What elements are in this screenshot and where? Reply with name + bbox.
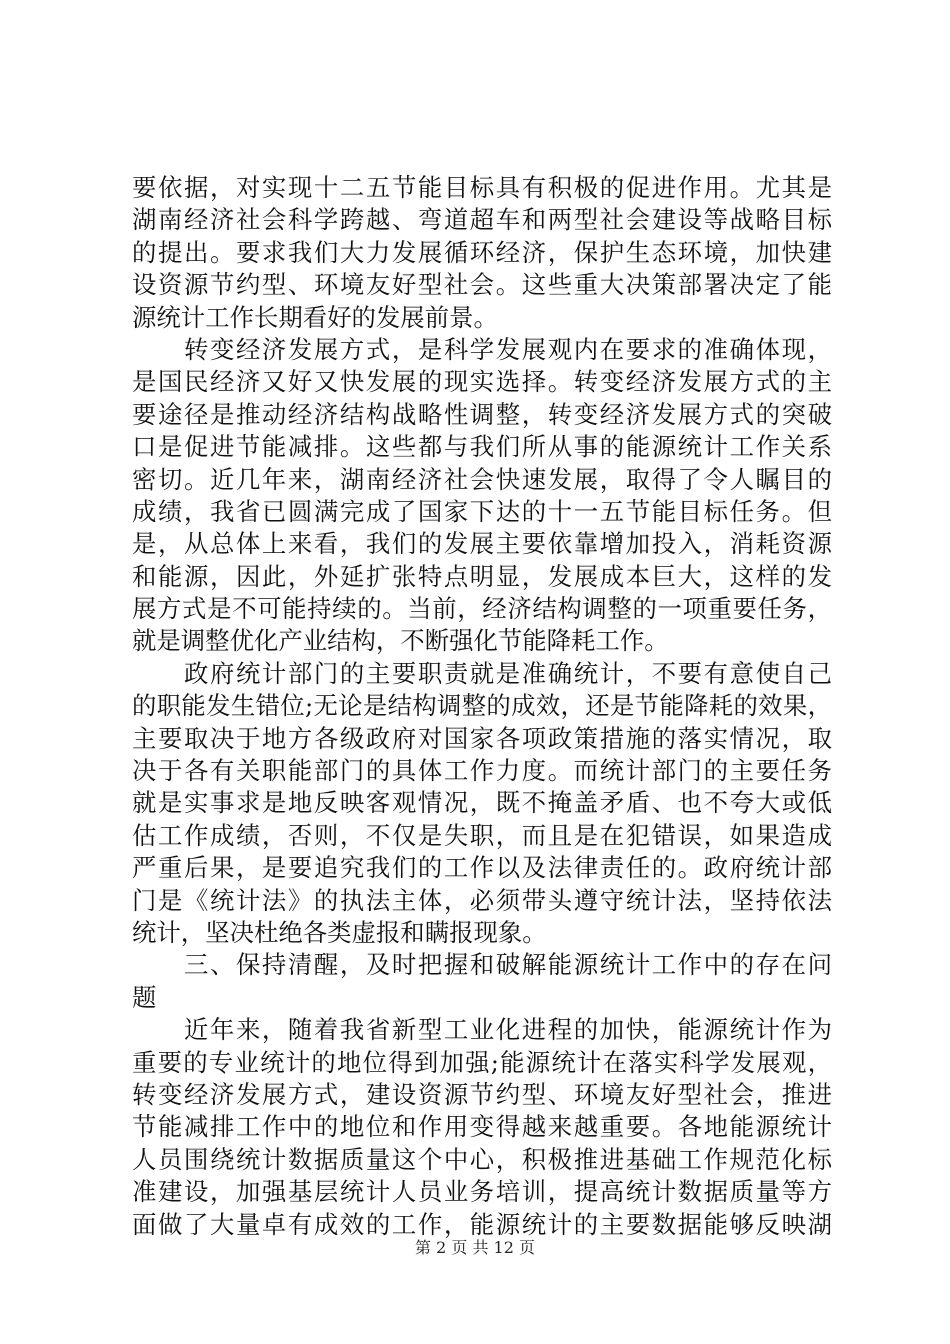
text-line: 是国民经济又好又快发展的现实选择。转变经济发展方式的主 — [132, 367, 832, 397]
text-line: 门是《统计法》的执法主体，必须带头遵守统计法，坚持依法 — [132, 885, 832, 915]
text-line: 节能减排工作中的地位和作用变得越来越重要。各地能源统计 — [132, 1112, 832, 1142]
text-line: 转变经济发展方式，是科学发展观内在要求的准确体现， — [132, 334, 832, 364]
text-line: 是，从总体上来看，我们的发展主要依靠增加投入，消耗资源 — [132, 529, 832, 559]
text-line: 政府统计部门的主要职责就是准确统计，不要有意使自己 — [132, 658, 832, 688]
text-line: 源统计工作长期看好的发展前景。 — [132, 302, 498, 332]
text-line: 的职能发生错位;无论是结构调整的成效，还是节能降耗的效果， — [132, 691, 832, 721]
text-line: 估工作成绩，否则，不仅是失职，而且是在犯错误，如果造成 — [132, 820, 832, 850]
text-line: 的提出。要求我们大力发展循环经济，保护生态环境，加快建 — [132, 237, 832, 267]
section-heading-continued: 题 — [132, 982, 157, 1012]
text-line: 要依据，对实现十二五节能目标具有积极的促进作用。尤其是 — [132, 173, 832, 202]
text-line: 湖南经济社会科学跨越、弯道超车和两型社会建设等战略目标 — [132, 205, 832, 235]
page-number-footer: 第 2 页 共 12 页 — [415, 1238, 535, 1257]
text-line: 密切。近几年来，湖南经济社会快速发展，取得了令人瞩目的 — [132, 464, 832, 494]
text-line: 严重后果，是要追究我们的工作以及法律责任的。政府统计部 — [132, 853, 832, 883]
text-line: 决于各有关职能部门的具体工作力度。而统计部门的主要任务 — [132, 756, 832, 786]
text-line: 口是促进节能减排。这些都与我们所从事的能源统计工作关系 — [132, 432, 832, 462]
text-line: 准建设，加强基层统计人员业务培训，提高统计数据质量等方 — [132, 1177, 832, 1207]
text-line: 重要的专业统计的地位得到加强;能源统计在落实科学发展观， — [132, 1047, 832, 1077]
text-line: 就是实事求是地反映客观情况，既不掩盖矛盾、也不夸大或低 — [132, 788, 832, 818]
text-line: 主要取决于地方各级政府对国家各项政策措施的落实情况，取 — [132, 723, 832, 753]
text-line: 成绩，我省已圆满完成了国家下达的十一五节能目标任务。但 — [132, 496, 832, 526]
text-line: 展方式是不可能持续的。当前，经济结构调整的一项重要任务， — [132, 594, 832, 624]
text-line: 人员围绕统计数据质量这个中心，积极推进基础工作规范化标 — [132, 1144, 832, 1174]
text-line: 面做了大量卓有成效的工作，能源统计的主要数据能够反映湖 — [132, 1209, 832, 1239]
section-heading: 三、保持清醒，及时把握和破解能源统计工作中的存在问 — [132, 950, 832, 980]
text-line: 设资源节约型、环境友好型社会。这些重大决策部署决定了能 — [132, 270, 832, 300]
body-text — [132, 172, 832, 1241]
text-line: 转变经济发展方式，建设资源节约型、环境友好型社会，推进 — [132, 1079, 832, 1109]
text-line: 就是调整优化产业结构，不断强化节能降耗工作。 — [132, 626, 669, 656]
text-line: 统计，坚决杜绝各类虚报和瞒报现象。 — [132, 917, 547, 947]
text-line: 近年来，随着我省新型工业化进程的加快，能源统计作为 — [132, 1015, 832, 1045]
text-line: 要途径是推动经济结构战略性调整，转变经济发展方式的突破 — [132, 399, 832, 429]
text-line: 和能源，因此，外延扩张特点明显，发展成本巨大，这样的发 — [132, 561, 832, 591]
